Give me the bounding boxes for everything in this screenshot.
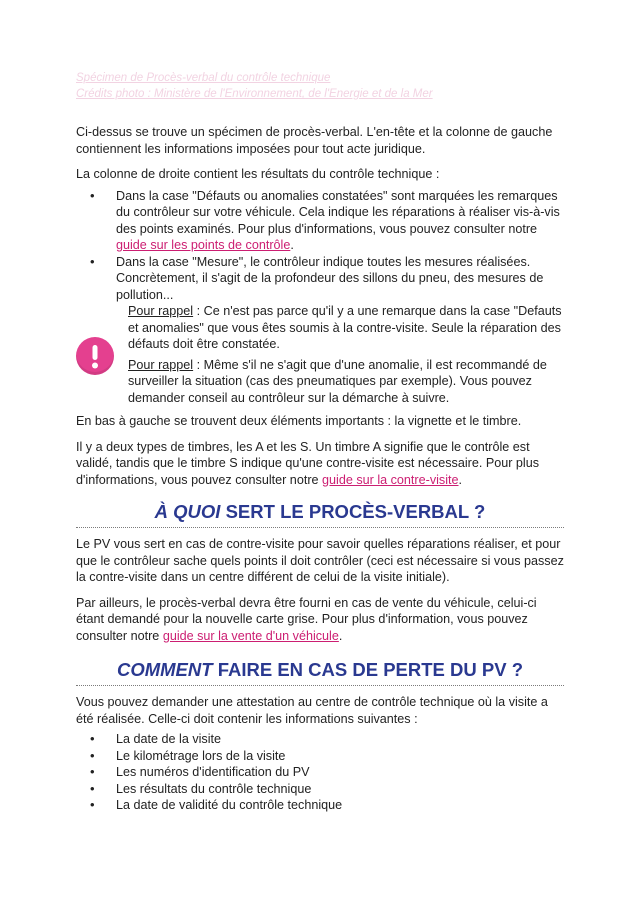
article [76, 70, 564, 814]
timbre-paragraph-2: Il y a deux types de timbres, les A et les S. Un timbre A signifie que le contrôle est validé, tandis que le timbre S indique qu'une contre-visite est nécessaire. Pour plus d'informations, vous pouvez consulter notre guide sur la contre-visite. [76, 439, 540, 487]
reminder-note-2: Pour rappel : Même s'il ne s'agit que d'une anomalie, il est recommandé de surveiller la situation (cas des pneumatiques par exemple). Vous pouvez demander conseil au contrôleur sur la démarche à suivre. [128, 357, 547, 405]
intro-paragraph-1: Ci-dessus se trouve un spécimen de procès-verbal. L'en-tête et la colonne de gauche contiennent les informations imposées pour tout acte juridique. [76, 125, 553, 156]
list-item: • La date de la visite [76, 731, 564, 748]
section1-paragraph-2: Par ailleurs, le procès-verbal devra être fourni en cas de vente du véhicule, celui-ci étant demandé pour la nouvelle carte grise. Pour plus d'information, vous pouvez consulter notre guide sur la vente d'un véhicule. [76, 595, 537, 643]
list-item-mesure [76, 254, 564, 304]
section-heading-a-quoi: À QUOI SERT LE PROCÈS-VERBAL ? [76, 500, 564, 528]
reminder-label: Pour rappel [128, 357, 194, 372]
caption-credits: Crédits photo : Ministère de l'Environnement, de l'Energie et de la Mer [76, 88, 433, 100]
list-item: • Les numéros d'identification du PV [76, 764, 564, 781]
exclamation-circle-icon [76, 337, 114, 375]
attestation-info-list [76, 731, 564, 814]
list-item: • La date de validité du contrôle technique [76, 797, 564, 814]
intro-paragraph-2: La colonne de droite contient les résultats du contrôle technique : [76, 167, 440, 181]
list-item-text: Dans la case "Défauts ou anomalies constatées" sont marquées les remarques du contrôleur sur votre véhicule. Cela indique les réparations à réaliser vis-à-vis des points examinés. Pour plus d'informations, vous pouvez consulter notre [116, 188, 560, 236]
guide-contre-visite-link[interactable]: guide sur la contre-visite [322, 472, 459, 487]
list-item: • Les résultats du contrôle technique [76, 781, 564, 798]
list-item-text: Dans la case "Mesure", le contrôleur indique toutes les mesures réalisées. Concrètement, il s'agit de la profondeur des sillons du pneu, des mesures de pollution... [116, 254, 544, 302]
reminder-note-1: Pour rappel : Ce n'est pas parce qu'il y a une remarque dans la case "Defauts et anomalies" que vous êtes soumis à la contre-visite. Seule la réparation des défauts doit être constatée. [128, 304, 562, 351]
section1-paragraph-1: Le PV vous sert en cas de contre-visite pour savoir quelles réparations réaliser, et pour que le contrôleur sache quels points il doit contrôler (ceci est nécessaire si vous passez la contre-visite dans un centre différent de celui de la visite initiale). [76, 537, 564, 584]
list-item: • Le kilométrage lors de la visite [76, 748, 564, 765]
list-item-defauts: • Dans la case "Défauts ou anomalies constatées" sont marquées les remarques du contrôleur sur votre véhicule. Cela indique les réparations à réaliser vis-à-vis des points examinés. Pour plus d'informations, vous pouvez consulter notre guide sur les points de contrôle. [76, 188, 564, 254]
guide-points-controle-link[interactable]: guide sur les points de contrôle [116, 238, 291, 252]
reminder-label: Pour rappel [128, 304, 194, 318]
section2-paragraph-1: Vous pouvez demander une attestation au centre de contrôle technique où la visite a été réalisée. Celle-ci doit contenir les informations suivantes : [76, 695, 548, 726]
guide-vente-vehicule-link[interactable]: guide sur la vente d'un véhicule [162, 628, 339, 643]
timbre-paragraph-1: En bas à gauche se trouvent deux éléments importants : la vignette et le timbre. [76, 414, 522, 428]
caption-title: Spécimen de Procès-verbal du contrôle technique [76, 72, 331, 84]
results-list [76, 188, 564, 304]
section-heading-comment: COMMENT FAIRE EN CAS DE PERTE DU PV ? [76, 658, 564, 686]
image-caption [76, 70, 564, 102]
reminder-block [76, 303, 564, 406]
